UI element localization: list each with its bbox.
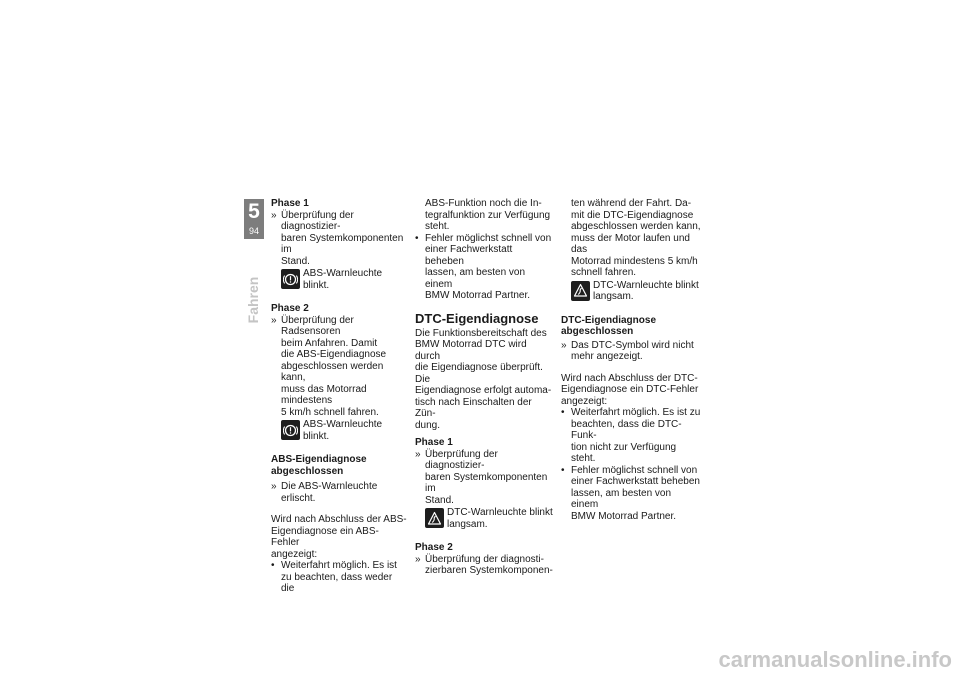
dtc-phase2-step-cont-text: ten während der Fahrt. Da- mit die DTC-Eigendiagnose abgeschlossen werden kann, muss der Motor laufen und das Motorrad mindestens 5 km/h schnell fahren.	[571, 198, 701, 278]
abs-error-item-1-text: Weiterfahrt möglich. Es ist zu beachten, dass weder die	[281, 560, 397, 594]
dtc-error-intro: Wird nach Abschluss der DTC- Eigendiagnose ein DTC-Fehler angezeigt:	[561, 372, 699, 407]
abs-note-1	[271, 268, 407, 291]
dtc-done-step-text: Das DTC-Symbol wird nicht mehr angezeigt.	[571, 339, 694, 362]
step-marker: »	[271, 209, 277, 221]
dtc-done-heading: DTC-Eigendiagnose abgeschlossen	[561, 314, 657, 337]
column-1	[271, 198, 407, 595]
column-2	[415, 198, 553, 577]
phase1-step-text: Überprüfung der diagnostizier- baren Systemkomponenten im Stand.	[281, 209, 404, 267]
bullet-marker: •	[561, 464, 565, 476]
abs-error-item-2	[415, 233, 553, 302]
column-3	[561, 198, 701, 522]
phase1-step	[271, 210, 407, 268]
abs-error-item-1	[271, 560, 407, 595]
bullet-marker: •	[271, 560, 275, 571]
dtc-phase1-step-text: Überprüfung der diagnostizier- baren Systemkomponenten im Stand.	[425, 448, 548, 506]
abs-error-item-1-cont	[415, 198, 553, 233]
dtc-note-2-text: DTC-Warnleuchte blinkt langsam.	[593, 279, 699, 302]
watermark: carmanualsonline.info	[718, 647, 952, 672]
phase2-heading: Phase 2	[271, 303, 309, 314]
phase1-heading: Phase 1	[271, 198, 309, 209]
step-marker: »	[415, 448, 421, 460]
dtc-note-1-text: DTC-Warnleuchte blinkt langsam.	[447, 507, 553, 530]
dtc-error-item-1-text: Weiterfahrt möglich. Es ist zu beachten, dass die DTC-Funk- tion nicht zur Verfügung steht.	[571, 407, 701, 464]
abs-note-1-text: ABS-Warnleuchte blinkt.	[303, 268, 383, 291]
dtc-error-item-1	[561, 407, 701, 465]
abs-done-step-text: Die ABS-Warnleuchte erlischt.	[281, 481, 378, 504]
dtc-phase2-step-text: Überprüfung der diagnosti- zierbaren Systemkomponen-	[425, 553, 553, 576]
abs-warning-icon	[281, 420, 300, 440]
phase2-step-text: Überprüfung der Radsensoren beim Anfahren. Damit die ABS-Eigendiagnose abgeschlossen werden kann, muss das Motorrad mindestens 5 km/h schnell fahren.	[281, 314, 387, 418]
dtc-phase1-heading: Phase 1	[415, 437, 453, 448]
chapter-number: 5	[248, 200, 260, 223]
dtc-phase2-step-cont	[561, 198, 701, 279]
abs-done-step	[271, 481, 407, 504]
dtc-warning-icon	[425, 508, 444, 528]
phase2-step	[271, 315, 407, 419]
dtc-note-1	[415, 507, 553, 530]
abs-error-item-1-cont-text: ABS-Funktion noch die In- tegralfunktion zur Verfügung steht.	[425, 198, 551, 232]
abs-warning-icon	[281, 269, 300, 289]
abs-note-2-text: ABS-Warnleuchte blinkt.	[303, 419, 383, 442]
dtc-error-item-2-text: Fehler möglichst schnell von einer Fachwerkstatt beheben lassen, am besten von einem BMW Motorrad Partner.	[571, 464, 700, 522]
dtc-error-item-2	[561, 465, 701, 523]
step-marker: »	[561, 339, 567, 351]
dtc-phase2-step	[415, 554, 553, 577]
dtc-phase1-step	[415, 449, 553, 507]
dtc-phase2-heading: Phase 2	[415, 542, 453, 553]
dtc-section-heading: DTC-Eigendiagnose	[415, 310, 539, 326]
dtc-done-step	[561, 340, 701, 363]
dtc-warning-icon	[571, 281, 590, 301]
page-number: 94	[248, 226, 259, 236]
abs-done-heading: ABS-Eigendiagnose abgeschlossen	[271, 454, 367, 477]
bullet-marker: •	[415, 232, 419, 244]
step-marker: »	[271, 314, 277, 326]
step-marker: »	[415, 553, 421, 565]
step-marker: »	[271, 481, 277, 492]
chapter-title: Fahren	[245, 276, 261, 324]
dtc-note-2	[561, 280, 701, 303]
abs-error-intro: Wird nach Abschluss der ABS- Eigendiagnose ein ABS-Fehler angezeigt:	[271, 514, 407, 560]
bullet-marker: •	[561, 407, 565, 418]
chapter-tab	[244, 199, 264, 239]
dtc-paragraph: Die Funktionsbereitschaft des BMW Motorrad DTC wird durch die Eigendiagnose überprüft. Die Eigendiagnose erfolgt automa- tisch nach Einschalten der Zün- dung.	[415, 327, 552, 431]
abs-note-2	[271, 419, 407, 442]
abs-error-item-2-text: Fehler möglichst schnell von einer Fachwerkstatt beheben lassen, am besten von einem BMW Motorrad Partner.	[425, 232, 552, 301]
